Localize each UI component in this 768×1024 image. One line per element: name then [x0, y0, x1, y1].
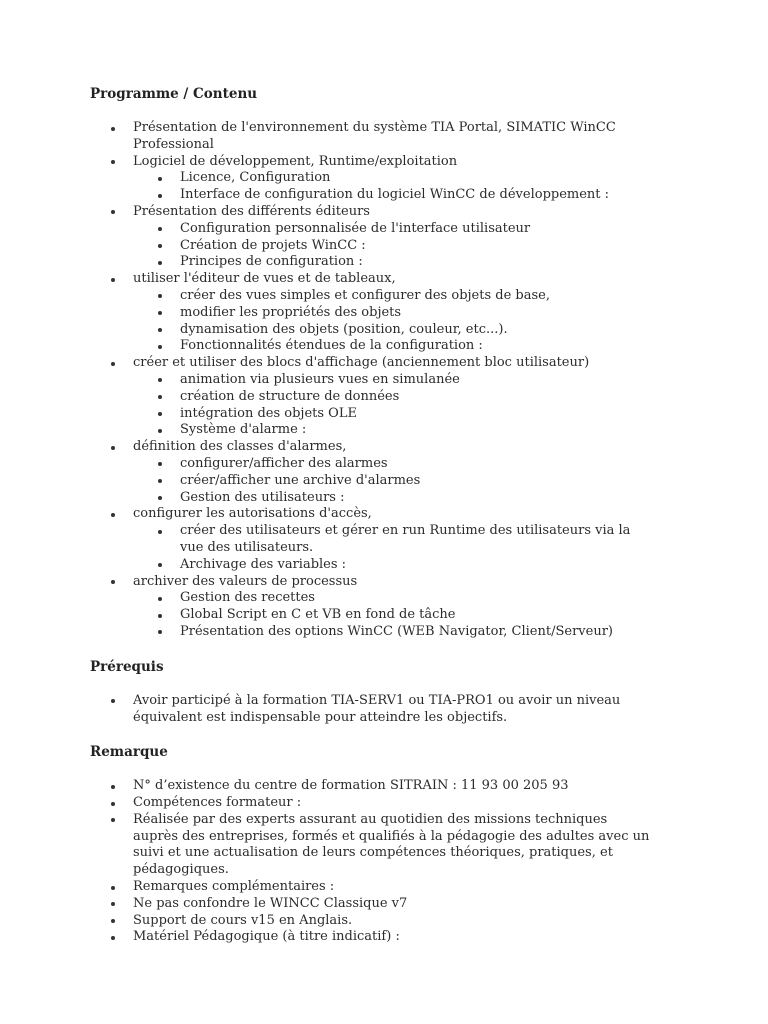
programme-list: [90, 120, 650, 641]
prerequis-list: [90, 693, 650, 727]
sub-list-item: créer/afficher une archive d'alarmes: [133, 473, 650, 490]
sub-list-item: création de structure de données: [133, 389, 650, 406]
list-item: Réalisée par des experts assurant au quotidien des missions techniques auprès des entreprises, formés et qualifiés à la pédagogie des adultes avec un suivi et une actualisation de leurs compétences théoriques, pratiques, et pédagogiques.: [90, 812, 650, 879]
list-item-text: configurer les autorisations d'accès,: [133, 506, 372, 522]
list-item-text: Présentation de l'environnement du système TIA Portal, SIMATIC WinCC Professional: [133, 120, 616, 152]
list-item: [90, 439, 650, 506]
document-page: [90, 84, 650, 946]
list-item-text: utiliser l'éditeur de vues et de tableaux,: [133, 271, 396, 287]
list-item: Avoir participé à la formation TIA-SERV1 ou TIA-PRO1 ou avoir un niveau équivalent est indispensable pour atteindre les objectifs.: [90, 693, 650, 727]
sub-list-item: animation via plusieurs vues en simulanée: [133, 372, 650, 389]
sub-list: [133, 590, 650, 640]
list-item: [90, 271, 650, 355]
sub-list: [133, 288, 650, 355]
sub-list-item: créer des utilisateurs et gérer en run Runtime des utilisateurs via la vue des utilisateurs.: [133, 523, 650, 557]
sub-list-item: modifier les propriétés des objets: [133, 305, 650, 322]
list-item: Ne pas confondre le WINCC Classique v7: [90, 896, 650, 913]
sub-list-item: créer des vues simples et configurer des objets de base,: [133, 288, 650, 305]
sub-list-item: Système d'alarme :: [133, 422, 650, 439]
sub-list: [133, 523, 650, 573]
sub-list: [133, 221, 650, 271]
list-item: [90, 574, 650, 641]
list-item-text: définition des classes d'alarmes,: [133, 439, 347, 455]
list-item: Matériel Pédagogique (à titre indicatif) :: [90, 929, 650, 946]
sub-list-item: Gestion des recettes: [133, 590, 650, 607]
list-item-text: Présentation des différents éditeurs: [133, 203, 370, 219]
sub-list-item: Licence, Configuration: [133, 170, 650, 187]
sub-list-item: Configuration personnalisée de l'interface utilisateur: [133, 221, 650, 238]
sub-list-item: Global Script en C et VB en fond de tâche: [133, 607, 650, 624]
sub-list-item: Archivage des variables :: [133, 557, 650, 574]
sub-list-item: dynamisation des objets (position, couleur, etc...).: [133, 322, 650, 339]
sub-list: [133, 456, 650, 506]
remarque-list: [90, 778, 650, 946]
sub-list-item: Principes de configuration :: [133, 254, 650, 271]
sub-list-item: configurer/afficher des alarmes: [133, 456, 650, 473]
list-item-text: créer et utiliser des blocs d'affichage (anciennement bloc utilisateur): [133, 355, 590, 371]
list-item: [90, 355, 650, 439]
list-item: Support de cours v15 en Anglais.: [90, 913, 650, 930]
list-item: [90, 506, 650, 573]
section-heading-prerequis: Prérequis: [90, 658, 164, 675]
section-heading-programme: Programme / Contenu: [90, 86, 258, 102]
sub-list: [133, 372, 650, 439]
list-item: Remarques complémentaires :: [90, 879, 650, 896]
section-heading-remarque: Remarque: [90, 744, 168, 761]
sub-list-item: Création de projets WinCC :: [133, 238, 650, 255]
sub-list-item: Gestion des utilisateurs :: [133, 490, 650, 507]
list-item: Compétences formateur :: [90, 795, 650, 812]
list-item: N° d’existence du centre de formation SITRAIN : 11 93 00 205 93: [90, 778, 650, 795]
list-item: [90, 120, 650, 154]
list-item: [90, 204, 650, 271]
sub-list: [133, 170, 650, 204]
list-item: [90, 154, 650, 204]
list-item-text: archiver des valeurs de processus: [133, 573, 358, 589]
sub-list-item: Interface de configuration du logiciel WinCC de développement :: [133, 187, 650, 204]
list-item-text: Logiciel de développement, Runtime/exploitation: [133, 153, 458, 169]
sub-list-item: intégration des objets OLE: [133, 406, 650, 423]
sub-list-item: Présentation des options WinCC (WEB Navigator, Client/Serveur): [133, 624, 650, 641]
sub-list-item: Fonctionnalités étendues de la configuration :: [133, 338, 650, 355]
